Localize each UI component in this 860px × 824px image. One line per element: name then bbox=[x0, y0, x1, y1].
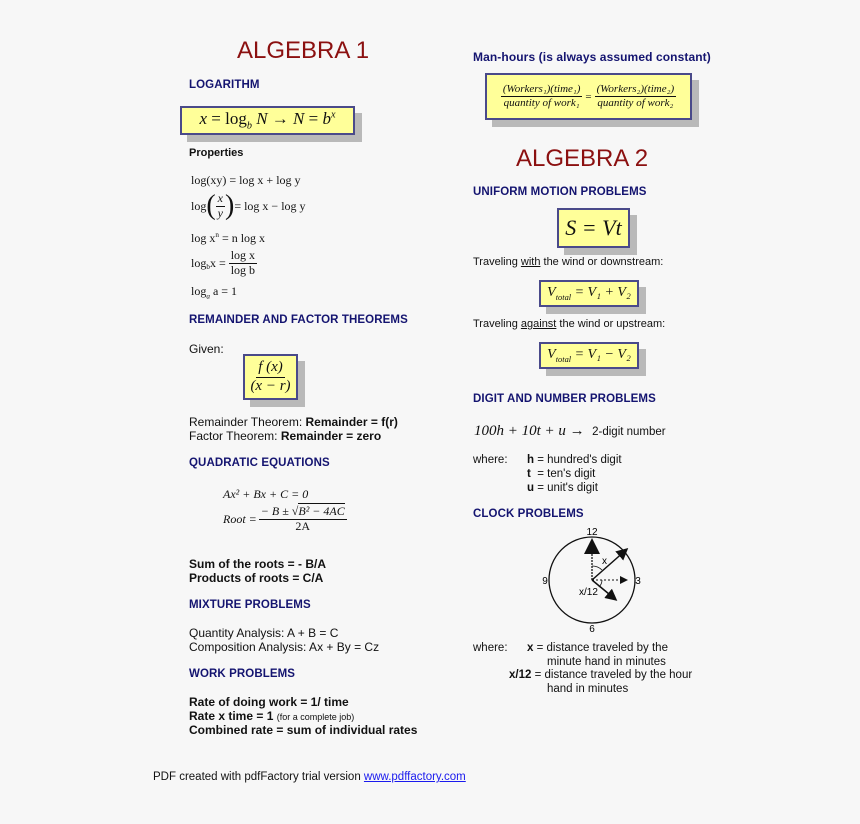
against-wind-formula-box bbox=[539, 342, 639, 369]
denominator: log b bbox=[230, 262, 256, 277]
text: = distance traveled by the hour bbox=[531, 669, 693, 681]
label: Factor Theorem: bbox=[189, 429, 281, 443]
lhs: log x bbox=[191, 231, 216, 245]
equals: = bbox=[585, 90, 592, 103]
denominator: (x − r) bbox=[250, 377, 291, 394]
sub: total bbox=[555, 292, 572, 302]
fraction bbox=[216, 192, 225, 221]
sub: total bbox=[555, 354, 572, 364]
clock-def-x-line2: minute hand in minutes bbox=[547, 656, 666, 668]
minute-angle-label: x bbox=[602, 556, 607, 567]
quadratic-formula bbox=[223, 505, 347, 534]
denominator: y bbox=[217, 205, 223, 220]
factor-theorem bbox=[189, 429, 381, 443]
against-wind-formula bbox=[547, 347, 631, 364]
rate-times-time bbox=[189, 709, 354, 724]
var: x bbox=[527, 642, 534, 654]
quadratic-heading: QUADRATIC EQUATIONS bbox=[189, 457, 330, 469]
properties-label: Properties bbox=[189, 147, 244, 159]
digit-note: 2-digit number bbox=[592, 426, 666, 438]
log-fn: log bbox=[191, 198, 207, 213]
text: = hundred's digit bbox=[534, 454, 622, 466]
pdf-footer bbox=[153, 770, 466, 784]
pre: Traveling bbox=[473, 256, 521, 268]
sqrt-icon: √ bbox=[291, 504, 299, 518]
clock-where-label: where: bbox=[473, 642, 508, 654]
post: the wind or upstream: bbox=[556, 318, 666, 330]
neg-b: − B ± bbox=[260, 504, 292, 518]
logarithm-heading: LOGARITHM bbox=[189, 79, 260, 91]
digit-where-label: where: bbox=[473, 454, 508, 466]
base: a bbox=[206, 292, 210, 301]
manhours-heading: Man-hours (is always assumed constant) bbox=[473, 50, 711, 64]
log-fn: log bbox=[225, 109, 247, 129]
mixture-heading: MIXTURE PROBLEMS bbox=[189, 599, 311, 611]
product-of-roots: Products of roots = C/A bbox=[189, 571, 324, 585]
minute-hand-arrow bbox=[592, 550, 626, 580]
remainder-formula-box bbox=[243, 354, 298, 400]
text: Rate x time = 1 bbox=[189, 709, 277, 723]
arrow-icon: → bbox=[271, 109, 289, 129]
var: h bbox=[527, 454, 535, 466]
hour-angle-arc bbox=[599, 580, 602, 587]
emphasis: against bbox=[520, 318, 557, 330]
hour-angle-label: x/12 bbox=[579, 587, 598, 598]
v: V bbox=[547, 347, 556, 363]
numerator: (Workers₁)(time₁) bbox=[502, 83, 581, 96]
work-heading: WORK PROBLEMS bbox=[189, 668, 296, 680]
note: (for a complete job) bbox=[276, 712, 355, 722]
clock-label-6: 6 bbox=[589, 624, 595, 634]
speed-formula-box bbox=[557, 208, 630, 248]
value: Remainder = zero bbox=[280, 429, 382, 443]
with-wind-formula bbox=[547, 285, 631, 302]
emphasis: with bbox=[520, 256, 541, 268]
v: V bbox=[547, 285, 556, 301]
discriminant: B² − 4AC bbox=[298, 504, 345, 518]
with-wind-formula-box bbox=[539, 280, 639, 307]
fraction-right bbox=[595, 83, 677, 109]
numerator: x bbox=[217, 191, 223, 205]
var: u bbox=[527, 482, 535, 494]
clock-label-12: 12 bbox=[586, 527, 598, 538]
fraction bbox=[248, 359, 292, 395]
quadratic-equation: Ax² + Bx + C = 0 bbox=[223, 487, 309, 501]
speed-formula: S = Vt bbox=[565, 215, 622, 240]
motion-heading: UNIFORM MOTION PROBLEMS bbox=[473, 186, 647, 198]
text: = ten's digit bbox=[530, 468, 596, 480]
log-property-product: log(xy) = log x + log y bbox=[191, 173, 301, 187]
digit-def-u bbox=[527, 481, 598, 495]
numerator bbox=[259, 505, 347, 520]
rhs: = log x − log y bbox=[234, 198, 306, 213]
text: = unit's digit bbox=[534, 482, 598, 494]
log-property-identity bbox=[191, 284, 237, 300]
with-wind-label bbox=[473, 255, 663, 269]
rhs: a = 1 bbox=[209, 284, 238, 298]
numerator: (Workers₂)(time₂) bbox=[596, 83, 675, 96]
algebra-1-title: ALGEBRA 1 bbox=[237, 37, 370, 64]
log-property-quotient bbox=[191, 192, 306, 221]
digit-def-h bbox=[527, 453, 622, 467]
log-property-change-of-base bbox=[191, 249, 257, 278]
var: t bbox=[527, 468, 531, 480]
label: Remainder Theorem: bbox=[189, 415, 306, 429]
formula-x: x bbox=[199, 109, 208, 129]
fraction bbox=[229, 249, 257, 278]
manhours-formula-box bbox=[485, 73, 692, 120]
fraction bbox=[259, 505, 347, 534]
work-rate: Rate of doing work = 1/ time bbox=[189, 695, 349, 709]
manhours-formula bbox=[501, 83, 676, 109]
algebra-2-title: ALGEBRA 2 bbox=[516, 145, 649, 172]
log-fn: log bbox=[191, 255, 207, 270]
formula-b: b bbox=[322, 109, 331, 129]
pdffactory-link[interactable]: www.pdffactory.com bbox=[363, 771, 466, 783]
left-paren: ( bbox=[206, 190, 216, 222]
sum-of-roots: Sum of the roots = - B/A bbox=[189, 557, 327, 571]
fraction-left bbox=[501, 83, 583, 109]
footer-text: PDF created with pdfFactory trial version bbox=[153, 771, 364, 783]
exponent: n bbox=[215, 231, 219, 239]
given-label: Given: bbox=[189, 342, 224, 356]
pre: Traveling bbox=[473, 318, 521, 330]
clock-def-x12-line2: hand in minutes bbox=[547, 683, 629, 695]
rhs: = n log x bbox=[218, 231, 266, 245]
clock-def-x12-line1 bbox=[509, 668, 692, 682]
log-base: b bbox=[246, 120, 252, 132]
var: x/12 bbox=[509, 669, 532, 681]
digit-heading: DIGIT AND NUMBER PROBLEMS bbox=[473, 393, 656, 405]
remainder-heading: REMAINDER AND FACTOR THEOREMS bbox=[189, 314, 408, 326]
numerator: log x bbox=[230, 248, 256, 262]
clock-label-3: 3 bbox=[635, 576, 641, 587]
digit-formula-line bbox=[474, 422, 666, 440]
clock-def-x-line1 bbox=[527, 641, 668, 655]
denominator: 2A bbox=[295, 518, 311, 533]
quantity-analysis: Quantity Analysis: A + B = C bbox=[189, 626, 339, 640]
logarithm-formula-box: $x = \log_b N \to N = b^x$ bbox=[180, 106, 355, 135]
remainder-theorem bbox=[189, 415, 398, 429]
denominator: quantity of work₁ bbox=[503, 97, 580, 109]
minute-angle-arc bbox=[592, 566, 602, 570]
log-arg: N bbox=[256, 109, 268, 129]
base: b bbox=[206, 263, 210, 272]
digit-formula: 100h + 10t + u → bbox=[474, 423, 585, 439]
formula-exp: x bbox=[330, 109, 336, 121]
denominator: quantity of work₂ bbox=[597, 97, 674, 109]
rhs: = V₁ − V₂ bbox=[571, 347, 631, 363]
against-wind-label bbox=[473, 317, 665, 331]
combined-rate: Combined rate = sum of individual rates bbox=[189, 723, 418, 737]
right-paren: ) bbox=[225, 190, 235, 222]
root-label: Root = bbox=[223, 511, 257, 526]
formula-n: N bbox=[293, 109, 305, 129]
clock-heading: CLOCK PROBLEMS bbox=[473, 508, 584, 520]
text: = distance traveled by the bbox=[533, 642, 668, 654]
clock-label-9: 9 bbox=[542, 576, 548, 587]
numerator: f (x) bbox=[256, 359, 285, 377]
log-fn: log bbox=[191, 284, 207, 298]
mid: x = bbox=[209, 255, 226, 270]
digit-def-t bbox=[527, 467, 595, 481]
composition-analysis: Composition Analysis: Ax + By = Cz bbox=[189, 640, 380, 654]
post: the wind or downstream: bbox=[540, 256, 664, 268]
clock-diagram bbox=[530, 522, 660, 634]
value: Remainder = f(r) bbox=[305, 415, 398, 429]
rhs: = V₁ + V₂ bbox=[571, 285, 631, 301]
log-property-power bbox=[191, 231, 265, 246]
